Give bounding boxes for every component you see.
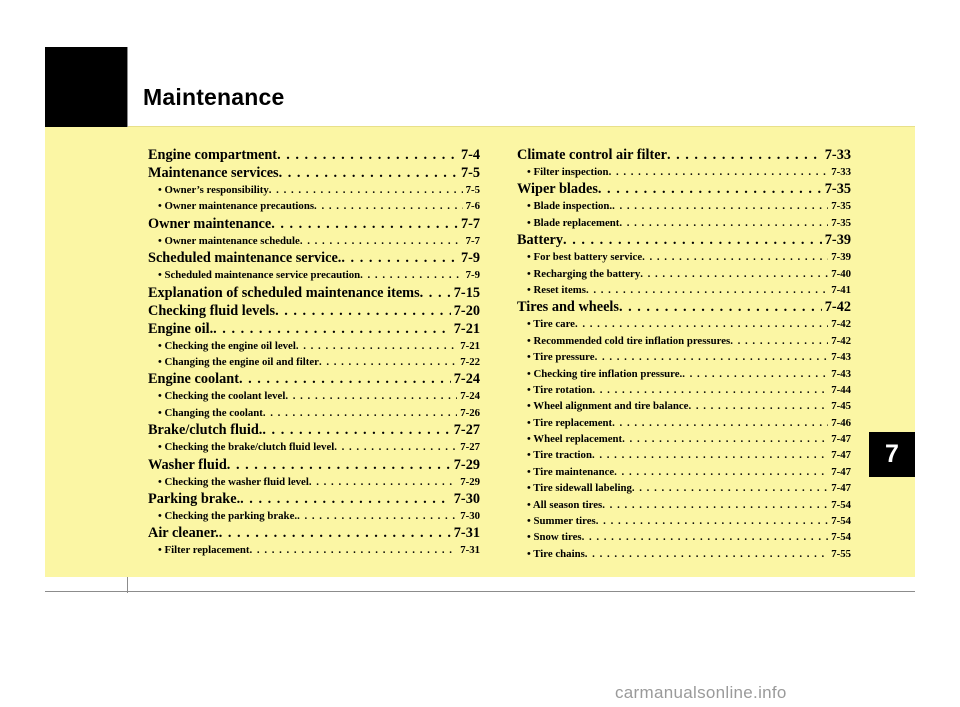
- dot-leader: [622, 431, 828, 447]
- toc-entry-label: • Changing the coolant: [158, 406, 263, 419]
- toc-page-number: 7-20: [453, 302, 480, 319]
- toc-entry-label: Battery: [517, 232, 564, 249]
- toc-subentry[interactable]: [148, 388, 480, 404]
- toc-subentry[interactable]: [148, 182, 480, 198]
- toc-entry[interactable]: [148, 249, 480, 267]
- toc-page-number: 7-47: [831, 433, 851, 446]
- toc-subentry[interactable]: [517, 316, 851, 332]
- dot-leader: [730, 333, 828, 349]
- toc-page-number: 7-54: [831, 498, 851, 511]
- toc-page-number: 7-29: [453, 456, 480, 473]
- chapter-header-block: [45, 47, 128, 127]
- toc-entry-label: • Checking the parking brake.: [158, 509, 298, 522]
- dot-leader: [619, 215, 828, 231]
- toc-subentry[interactable]: [517, 215, 851, 231]
- toc-entry-label: • Wheel alignment and tire balance: [527, 400, 689, 413]
- toc-entry[interactable]: [148, 146, 480, 164]
- toc-entry-label: Climate control air filter: [517, 147, 667, 163]
- toc-page-number: 7-29: [460, 475, 480, 488]
- toc-subentry[interactable]: [148, 508, 480, 524]
- toc-entry[interactable]: [148, 284, 480, 302]
- toc-entry-label: • Tire traction: [527, 449, 592, 462]
- dot-leader: [300, 233, 463, 249]
- chapter-number-tab[interactable]: 7: [869, 432, 915, 477]
- bottom-rule: [45, 591, 915, 592]
- toc-subentry[interactable]: [517, 366, 851, 382]
- dot-leader: [682, 366, 828, 382]
- dot-leader: [360, 267, 462, 283]
- toc-entry-label: • Wheel replacement: [527, 433, 623, 446]
- dot-leader: [642, 249, 828, 265]
- toc-entry[interactable]: [148, 215, 480, 233]
- toc-page-number: 7-47: [831, 449, 851, 462]
- toc-subentry[interactable]: [148, 439, 480, 455]
- toc-entry-label: • Owner’s responsibility: [158, 184, 269, 196]
- dot-leader: [592, 447, 828, 463]
- toc-page-number: 7-33: [824, 147, 851, 163]
- toc-page-number: 7-4: [460, 147, 480, 163]
- toc-page-number: 7-42: [824, 299, 851, 316]
- toc-entry[interactable]: [148, 320, 480, 338]
- dot-leader: [297, 508, 457, 524]
- dot-leader: [296, 338, 457, 354]
- toc-entry-label: • Blade inspection.: [527, 200, 613, 213]
- toc-entry-label: • Recharging the battery: [527, 267, 641, 280]
- dot-leader: [602, 497, 828, 513]
- toc-entry-label: • Tire pressure: [527, 351, 595, 364]
- toc-entry-label: • Tire chains: [527, 547, 585, 560]
- title-underline: [128, 126, 915, 127]
- toc-page-number: 7-22: [460, 355, 480, 368]
- dot-leader: [586, 282, 828, 298]
- dot-leader: [585, 546, 828, 562]
- toc-page-number: 7-39: [831, 251, 851, 264]
- toc-entry-label: • Tire sidewall labeling: [527, 482, 632, 495]
- toc-entry-label: • Checking the engine oil level: [158, 339, 296, 352]
- dot-leader: [667, 146, 822, 164]
- toc-page-number: 7-42: [831, 334, 851, 347]
- toc-entry[interactable]: [517, 180, 851, 198]
- dot-leader: [219, 524, 451, 542]
- toc-subentry[interactable]: [517, 447, 851, 463]
- dot-leader: [240, 490, 451, 508]
- dot-leader: [595, 349, 829, 365]
- toc-entry-label: Washer fluid: [148, 456, 227, 473]
- dot-leader: [612, 198, 828, 214]
- toc-page-number: 7-7: [465, 234, 480, 247]
- toc-subentry[interactable]: [517, 382, 851, 398]
- toc-page-number: 7-47: [831, 482, 851, 495]
- toc-subentry[interactable]: [517, 349, 851, 365]
- toc-page-number: 7-40: [831, 267, 851, 280]
- toc-subentry[interactable]: [517, 398, 851, 414]
- dot-leader: [596, 513, 828, 529]
- dot-leader: [619, 298, 822, 316]
- dot-leader: [563, 231, 822, 249]
- dot-leader: [688, 398, 828, 414]
- dot-leader: [285, 388, 457, 404]
- toc-subentry[interactable]: [517, 513, 851, 529]
- toc-entry-label: • Tire rotation: [527, 383, 593, 396]
- toc-entry[interactable]: [148, 164, 480, 182]
- dot-leader: [262, 421, 450, 439]
- toc-page-number: 7-24: [453, 371, 480, 388]
- toc-entry-label: • Tire replacement: [527, 416, 613, 429]
- toc-subentry[interactable]: [517, 529, 851, 545]
- toc-page-number: 7-31: [460, 544, 480, 557]
- dot-leader: [269, 182, 463, 198]
- toc-subentry[interactable]: [517, 164, 851, 180]
- toc-page-number: 7-30: [460, 509, 480, 522]
- toc-page-number: 7-30: [453, 490, 480, 507]
- toc-subentry[interactable]: [148, 405, 480, 421]
- dot-leader: [239, 370, 451, 388]
- dot-leader: [279, 164, 458, 182]
- toc-entry-label: • Recommended cold tire inflation pressures: [527, 334, 731, 347]
- toc-page-number: 7-41: [831, 283, 851, 296]
- toc-entry-label: Brake/clutch fluid.: [148, 422, 263, 439]
- toc-subentry[interactable]: [148, 338, 480, 354]
- toc-page-number: 7-54: [831, 531, 851, 544]
- toc-subentry[interactable]: [148, 354, 480, 370]
- toc-entry-label: Air cleaner.: [148, 525, 219, 542]
- dot-leader: [614, 464, 828, 480]
- page-title: Maintenance: [143, 84, 285, 110]
- dot-leader: [612, 415, 828, 431]
- watermark: carmanualsonline.info: [615, 683, 787, 702]
- toc-entry-label: Engine oil.: [148, 320, 214, 337]
- dot-leader: [227, 456, 451, 474]
- dot-leader: [632, 480, 828, 496]
- toc-subentry[interactable]: [148, 267, 480, 283]
- toc-page-number: 7-33: [831, 166, 851, 178]
- dot-leader: [334, 439, 457, 455]
- toc-subentry[interactable]: [517, 249, 851, 265]
- toc-entry[interactable]: [517, 146, 851, 164]
- toc-page-number: 7-42: [831, 318, 851, 331]
- toc-entry[interactable]: [148, 421, 480, 439]
- dot-leader: [582, 529, 829, 545]
- toc-subentry[interactable]: [517, 266, 851, 282]
- dot-leader: [420, 284, 451, 302]
- toc-page-number: 7-24: [460, 390, 480, 403]
- toc-entry-label: • Scheduled maintenance service precaution: [158, 269, 361, 282]
- toc-page-number: 7-26: [460, 406, 480, 419]
- dot-leader: [609, 164, 829, 180]
- dot-leader: [640, 266, 828, 282]
- toc-entry[interactable]: [517, 231, 851, 249]
- toc-entry-label: Checking fluid levels: [148, 302, 276, 319]
- toc-subentry[interactable]: [517, 333, 851, 349]
- toc-entry-label: Parking brake.: [148, 490, 241, 507]
- toc-entry-label: • All season tires: [527, 498, 603, 511]
- toc-entry-label: Scheduled maintenance service.: [148, 250, 342, 267]
- toc-subentry[interactable]: [517, 198, 851, 214]
- toc-entry-label: Maintenance services: [148, 165, 279, 181]
- toc-entry-label: • Changing the engine oil and filter: [158, 355, 319, 368]
- toc-entry-label: • Tire maintenance: [527, 465, 615, 478]
- dot-leader: [277, 146, 458, 164]
- toc-entry-label: Engine coolant: [148, 371, 239, 388]
- toc-entry-label: • Owner maintenance schedule: [158, 234, 300, 247]
- toc-page-number: 7-9: [465, 269, 480, 282]
- toc-page-number: 7-46: [831, 416, 851, 429]
- dot-leader: [309, 474, 457, 490]
- toc-page-number: 7-15: [453, 284, 480, 301]
- toc-entry-label: • Filter inspection: [527, 166, 609, 178]
- toc-entry-label: • Blade replacement: [527, 216, 620, 229]
- toc-subentry[interactable]: [148, 198, 480, 214]
- toc-column-right: [517, 146, 851, 562]
- toc-page-number: 7-35: [831, 200, 851, 213]
- toc-entry-label: • For best battery service: [527, 251, 643, 264]
- toc-entry[interactable]: [517, 298, 851, 316]
- dot-leader: [314, 198, 463, 214]
- dot-leader: [271, 215, 458, 233]
- toc-subentry[interactable]: [148, 542, 480, 558]
- toc-subentry[interactable]: [517, 464, 851, 480]
- toc-page-number: 7-39: [824, 232, 851, 249]
- toc-entry-label: • Reset items: [527, 283, 586, 296]
- toc-entry-label: • Snow tires: [527, 531, 582, 544]
- dot-leader: [213, 320, 451, 338]
- toc-page-number: 7-43: [831, 367, 851, 380]
- toc-entry-label: Tires and wheels: [517, 299, 619, 316]
- toc-page-number: 7-43: [831, 351, 851, 364]
- toc-page-number: 7-21: [453, 320, 480, 337]
- toc-subentry[interactable]: [517, 282, 851, 298]
- toc-entry-label: • Checking the washer fluid level: [158, 475, 309, 488]
- toc-subentry[interactable]: [517, 480, 851, 496]
- toc-entry-label: • Checking tire inflation pressure.: [527, 367, 683, 380]
- toc-entry-label: Owner maintenance: [148, 215, 272, 232]
- toc-entry-label: • Checking the brake/clutch fluid level: [158, 441, 335, 454]
- toc-page-number: 7-35: [831, 216, 851, 229]
- toc-entry-label: Wiper blades: [517, 181, 598, 198]
- toc-subentry[interactable]: [517, 546, 851, 562]
- toc-page-number: 7-6: [465, 200, 480, 213]
- toc-entry[interactable]: [148, 490, 480, 508]
- toc-subentry[interactable]: [148, 233, 480, 249]
- dot-leader: [341, 249, 458, 267]
- toc-subentry[interactable]: [517, 431, 851, 447]
- dot-leader: [263, 405, 457, 421]
- toc-page-number: 7-45: [831, 400, 851, 413]
- toc-subentry[interactable]: [517, 415, 851, 431]
- toc-entry-label: • Checking the coolant level: [158, 390, 286, 403]
- toc-entry[interactable]: [148, 524, 480, 542]
- toc-entry-label: • Filter replacement: [158, 544, 250, 557]
- toc-page-number: 7-54: [831, 515, 851, 528]
- dot-leader: [592, 382, 828, 398]
- toc-page-number: 7-5: [460, 165, 480, 181]
- dot-leader: [575, 316, 828, 332]
- toc-entry[interactable]: [148, 302, 480, 320]
- toc-entry-label: • Owner maintenance precautions: [158, 200, 315, 213]
- toc-page-number: 7-44: [831, 383, 851, 396]
- dot-leader: [319, 354, 457, 370]
- toc-entry[interactable]: [148, 370, 480, 388]
- toc-page-number: 7-21: [460, 339, 480, 352]
- toc-entry[interactable]: [148, 456, 480, 474]
- toc-column-left: [148, 146, 480, 559]
- toc-page-number: 7-5: [465, 184, 480, 196]
- toc-entry-label: Explanation of scheduled maintenance items: [148, 284, 420, 301]
- toc-page-number: 7-35: [824, 181, 851, 198]
- toc-entry-label: • Tire care: [527, 318, 575, 331]
- toc-page-number: 7-9: [460, 250, 480, 267]
- toc-entry-label: • Summer tires: [527, 515, 596, 528]
- toc-page-number: 7-27: [460, 441, 480, 454]
- toc-page-number: 7-27: [453, 422, 480, 439]
- toc-entry-label: Engine compartment: [148, 147, 278, 163]
- toc-page-number: 7-47: [831, 465, 851, 478]
- dot-leader: [598, 180, 822, 198]
- dot-leader: [250, 542, 458, 558]
- toc-subentry[interactable]: [517, 497, 851, 513]
- dot-leader: [275, 302, 451, 320]
- toc-subentry[interactable]: [148, 474, 480, 490]
- toc-page-number: 7-31: [453, 525, 480, 542]
- toc-page-number: 7-7: [460, 215, 480, 232]
- toc-page-number: 7-55: [831, 547, 851, 560]
